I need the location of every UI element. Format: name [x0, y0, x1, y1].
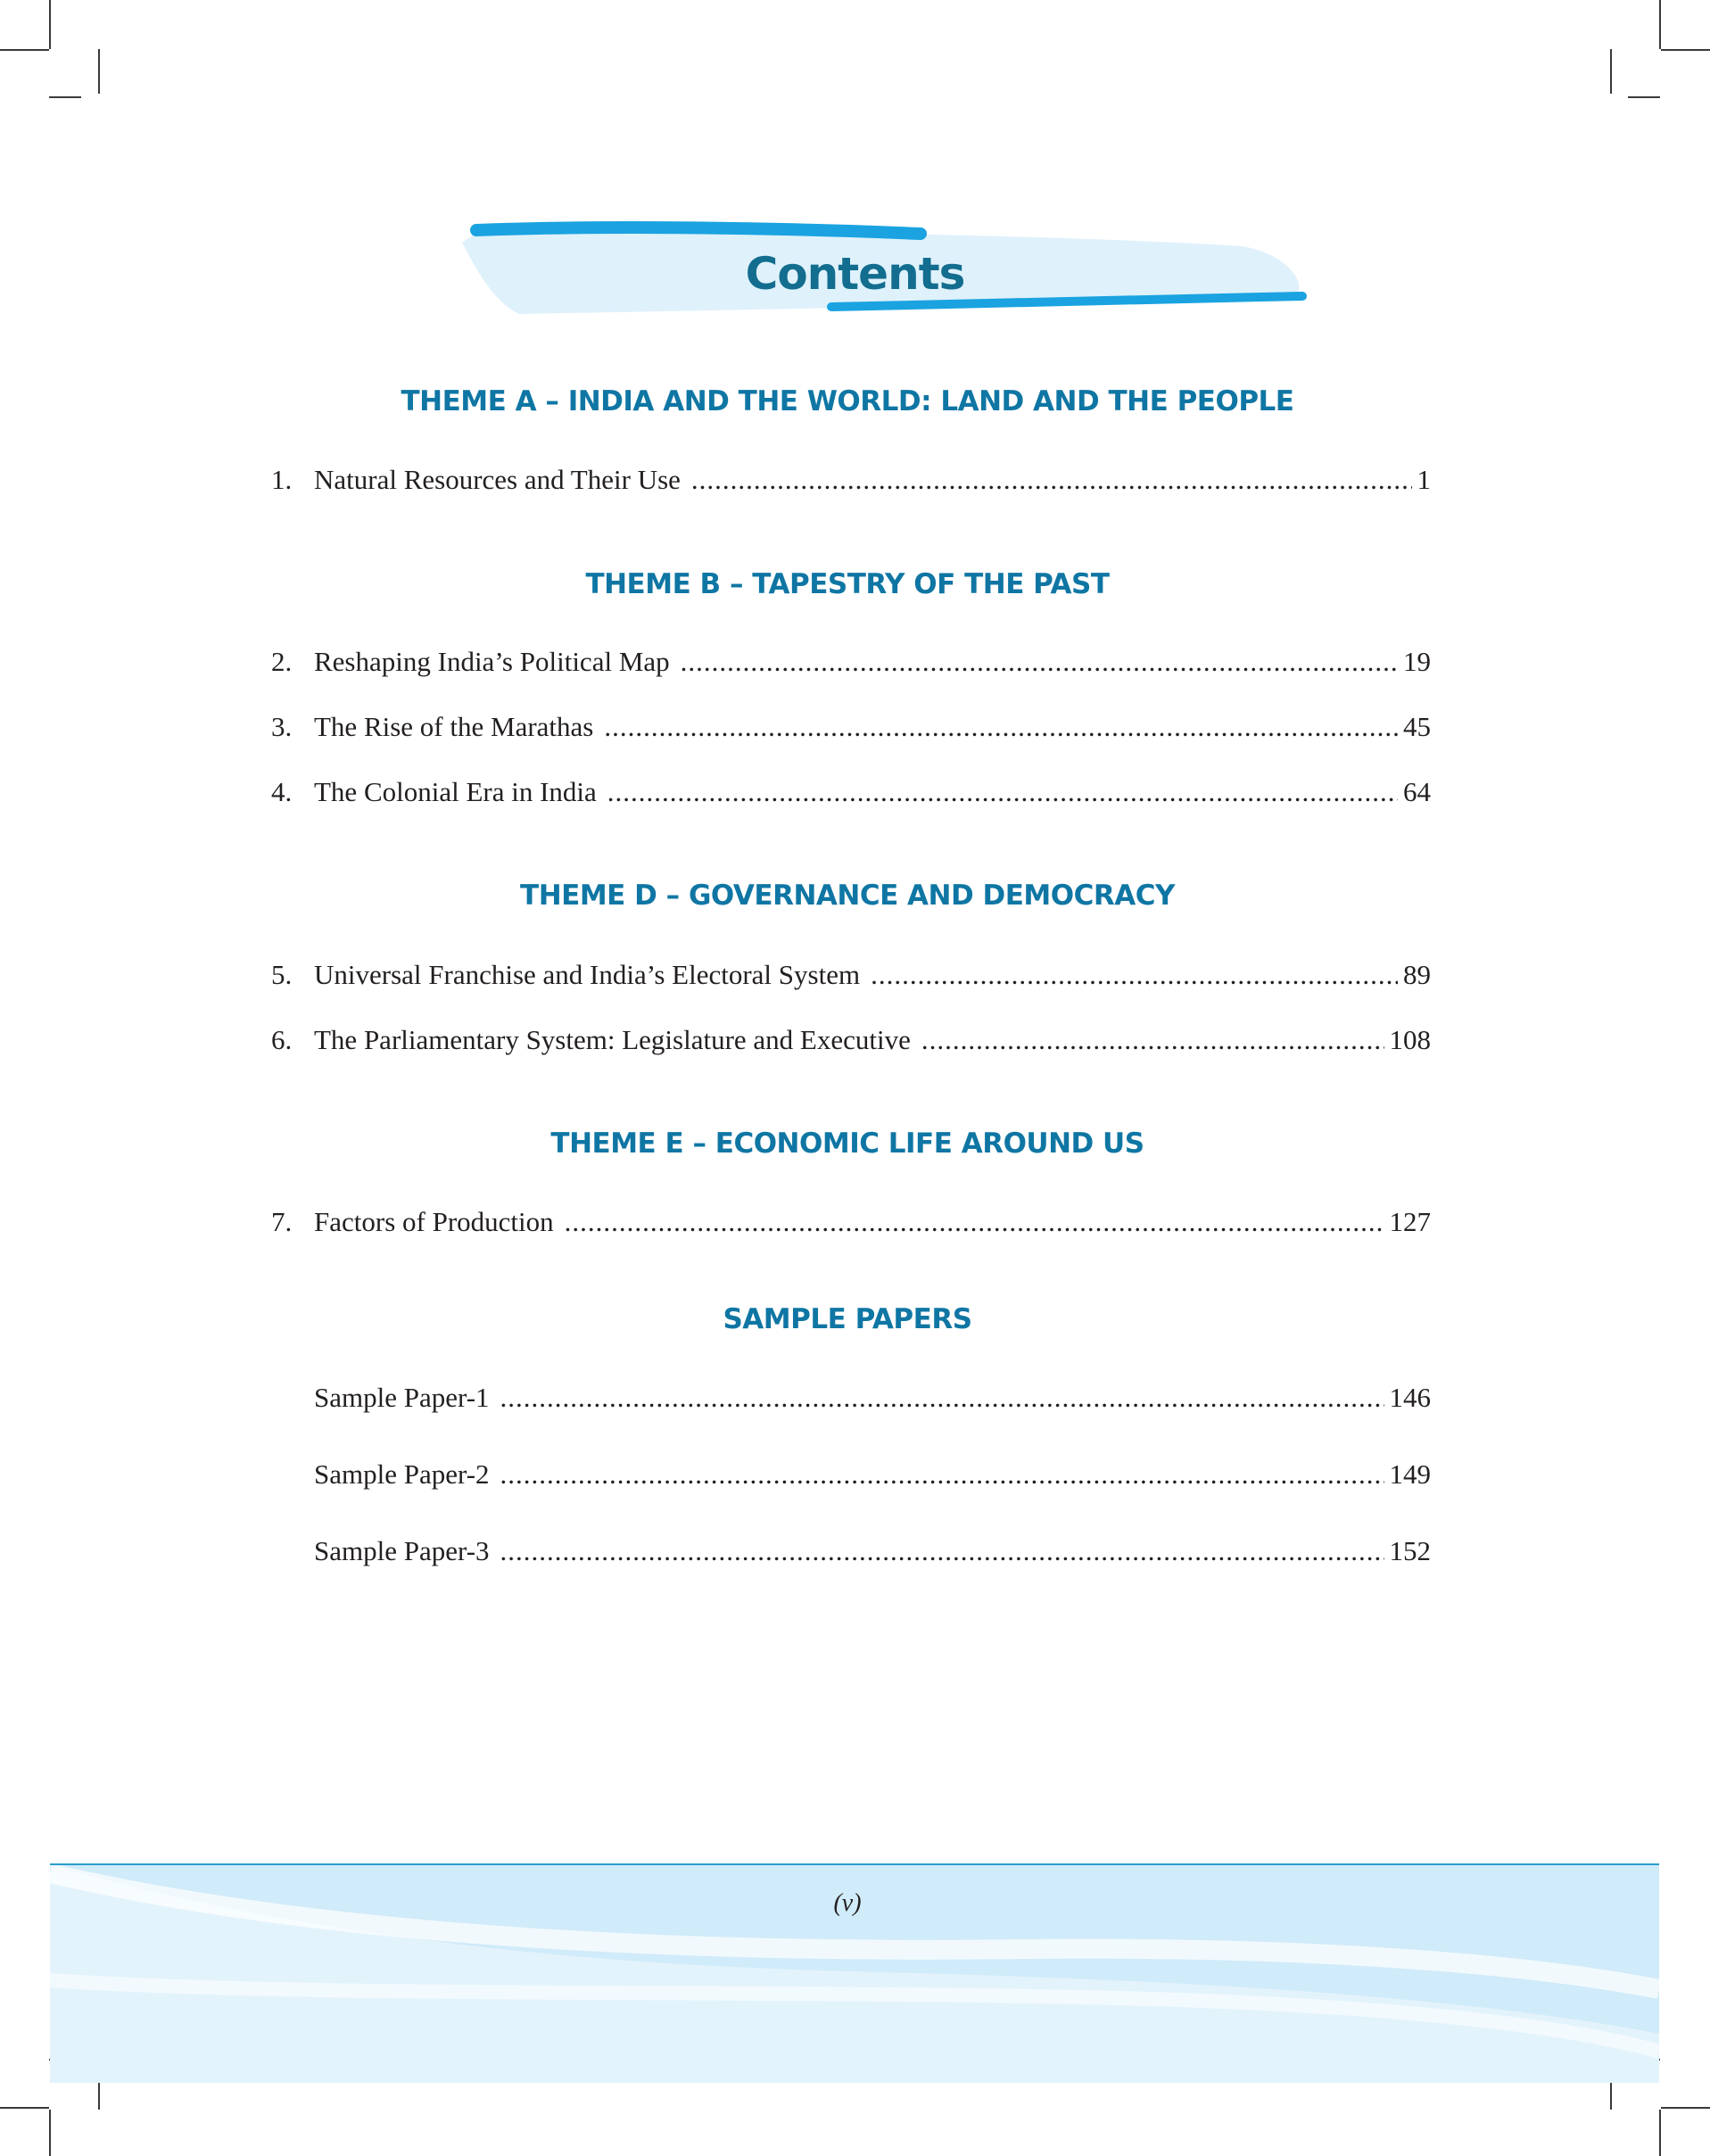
crop-mark	[49, 0, 51, 49]
entry-title: Sample Paper-2	[314, 1458, 490, 1490]
toc-entry[interactable]	[271, 1020, 1431, 1060]
dot-leader	[604, 707, 1398, 747]
entry-page: 1	[1417, 464, 1431, 495]
crop-mark	[0, 49, 49, 51]
entry-title: Factors of Production	[314, 1206, 554, 1237]
entry-page: 89	[1403, 959, 1431, 990]
crop-mark	[0, 2107, 49, 2109]
dot-leader	[500, 1378, 1384, 1417]
dot-leader	[565, 1202, 1384, 1242]
dot-leader	[607, 772, 1398, 812]
page-number: (v)	[833, 1889, 862, 1917]
crop-mark	[1661, 49, 1710, 51]
entry-page: 64	[1403, 776, 1431, 807]
crop-mark	[1628, 96, 1660, 98]
crop-mark	[1659, 0, 1661, 49]
entry-title: Reshaping India’s Political Map	[314, 646, 670, 677]
toc-entry[interactable]	[271, 1202, 1431, 1242]
dot-leader	[500, 1532, 1384, 1571]
dot-leader	[691, 460, 1412, 500]
entry-number: 2.	[271, 646, 293, 677]
entry-page: 127	[1389, 1206, 1431, 1237]
entry-number: 7.	[271, 1206, 293, 1237]
section-heading: THEME B – TAPESTRY OF THE PAST	[585, 568, 1110, 600]
crop-mark	[1659, 2110, 1661, 2156]
entry-number: 1.	[271, 464, 293, 495]
footer-rule	[50, 1863, 1659, 1865]
toc-entry[interactable]	[271, 642, 1431, 681]
entry-page: 45	[1403, 711, 1431, 742]
entry-page: 152	[1389, 1535, 1431, 1566]
dot-leader	[681, 642, 1398, 681]
section-heading: SAMPLE PAPERS	[723, 1303, 972, 1335]
crop-mark	[1661, 2107, 1710, 2109]
crop-mark	[1610, 49, 1612, 94]
entry-title: The Colonial Era in India	[314, 776, 597, 807]
section-heading: THEME E – ECONOMIC LIFE AROUND US	[550, 1128, 1144, 1160]
entry-page: 146	[1389, 1382, 1431, 1413]
dot-leader	[871, 955, 1398, 995]
dot-leader	[500, 1455, 1384, 1494]
entry-number: 4.	[271, 776, 293, 807]
entry-title: The Parliamentary System: Legislature and Executive	[314, 1024, 911, 1055]
toc-entry[interactable]	[271, 707, 1431, 747]
entry-number: 5.	[271, 959, 293, 990]
toc-entry[interactable]	[271, 1378, 1431, 1417]
toc-entry[interactable]	[271, 1455, 1431, 1494]
entry-title: Sample Paper-3	[314, 1535, 490, 1566]
entry-title: Natural Resources and Their Use	[314, 464, 681, 495]
entry-page: 19	[1403, 646, 1431, 677]
page-title: Contents	[745, 248, 965, 300]
entry-number: 3.	[271, 711, 293, 742]
entry-page: 108	[1389, 1024, 1431, 1055]
crop-mark	[49, 2110, 51, 2156]
entry-title: Universal Franchise and India’s Electoral System	[314, 959, 861, 990]
toc-entry[interactable]	[271, 1532, 1431, 1571]
entry-title: Sample Paper-1	[314, 1382, 490, 1413]
entry-title: The Rise of the Marathas	[314, 711, 594, 742]
toc-entry[interactable]	[271, 772, 1431, 812]
entry-number: 6.	[271, 1024, 293, 1055]
section-heading: THEME A – INDIA AND THE WORLD: LAND AND THE PEOPLE	[401, 385, 1294, 417]
crop-mark	[49, 96, 81, 98]
toc-entry[interactable]	[271, 460, 1431, 500]
crop-mark	[98, 49, 100, 94]
toc-entry[interactable]	[271, 955, 1431, 995]
section-heading: THEME D – GOVERNANCE AND DEMOCRACY	[520, 880, 1175, 912]
dot-leader	[921, 1020, 1384, 1060]
entry-page: 149	[1389, 1458, 1431, 1490]
